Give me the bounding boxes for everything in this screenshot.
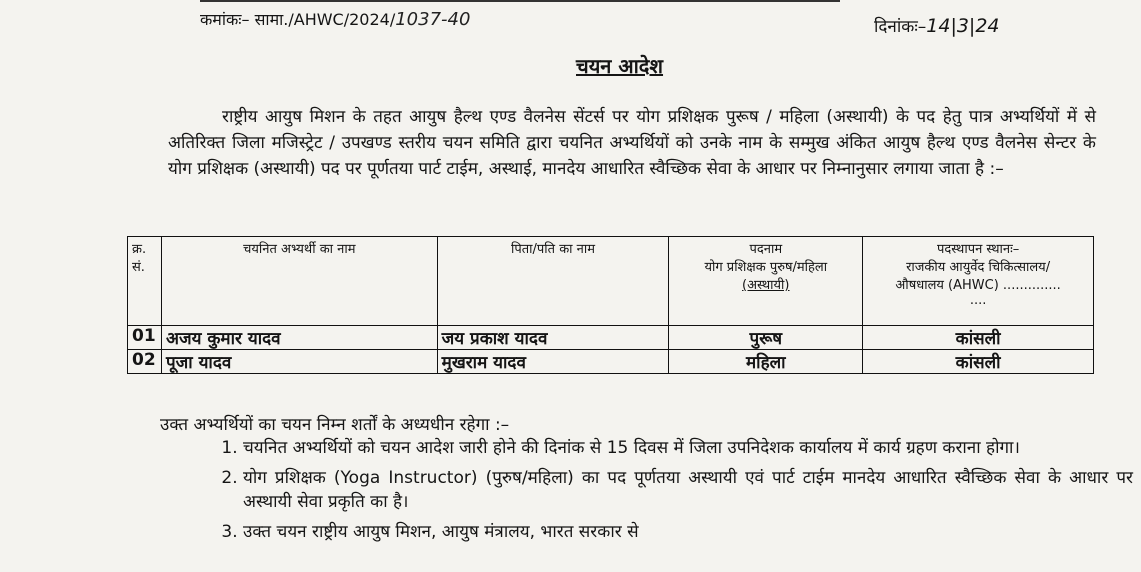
conditions-list (205, 436, 1133, 550)
selection-table (127, 236, 1094, 374)
row-name: पूजा यादव (161, 350, 437, 374)
row-father: मुखराम यादव (437, 350, 669, 374)
header-post-line1: पदनाम (749, 242, 783, 257)
header-place-dots: .... (969, 293, 987, 308)
order-date (874, 14, 1000, 37)
header-place (863, 237, 1094, 326)
date-handwritten: 14|3|24 (926, 15, 1000, 37)
table-row (128, 350, 1094, 374)
conditions-intro: उक्त अभ्यर्थियों का चयन निम्न शर्तों के अध्यधीन रहेगा :– (160, 415, 510, 435)
header-place-line3: औषधालय (AHWC) .............. (895, 278, 1061, 293)
reference-number (200, 8, 470, 30)
row-sno: 02 (128, 350, 162, 374)
header-name: चयनित अभ्यर्थी का नाम (161, 237, 437, 326)
reference-label: कमांकः– सामा./AHWC/2024/ (200, 10, 396, 29)
condition-item: 2. योग प्रशिक्षक (Yoga Instructor) (पुरुष/महिला) का पद पूर्णतया अस्थायी एवं पार्ट टाईम मानदेय आधारित स्वैच्छिक सेवा के आधार पर अस्थायी सेवा प्रकृति का है। (243, 466, 1133, 514)
row-name: अजय कुमार यादव (161, 326, 437, 350)
condition-item: 1. चयनित अभ्यर्थियों को चयन आदेश जारी होने की दिनांक से 15 दिवस में जिला उपनिदेशक कार्यालय में कार्य ग्रहण कराना होगा। (243, 436, 1133, 460)
row-sno: 01 (128, 326, 162, 350)
intro-paragraph: राष्ट्रीय आयुष मिशन के तहत आयुष हैल्थ एण्ड वैलनेस सेंटर्स पर योग प्रशिक्षक पुरूष / महिला (अस्थायी) के पद हेतु पात्र अभ्यर्थियों में से अतिरिक्त जिला मजिस्ट्रेट / उपखण्ड स्तरीय चयन समिति द्वारा चयनित अभ्यर्थियों को उनके नाम के सम्मुख अंकित आयुष हैल्थ एण्ड वैलनेस सेन्टर के योग प्रशिक्षक (अस्थायी) पद पर पूर्णतया पार्ट टाईम, अस्थाई, मानदेय आधारित स्वैच्छिक सेवा के आधार पर निम्नानुसार लगाया जाता है :– (168, 107, 1096, 179)
header-post-line2: योग प्रशिक्षक पुरुष/महिला (704, 260, 828, 275)
row-place: कांसली (863, 326, 1094, 350)
row-post: महिला (669, 350, 863, 374)
header-post-line3: (अस्थायी) (742, 278, 790, 293)
date-label: दिनांकः– (874, 17, 927, 37)
row-post: पुरूष (669, 326, 863, 350)
table-header-row (128, 237, 1094, 326)
reference-handwritten-number: 1037-40 (395, 9, 471, 30)
header-sno: क्र. सं. (128, 237, 162, 326)
top-rule (200, 0, 840, 2)
row-place: कांसली (863, 350, 1094, 374)
row-father: जय प्रकाश यादव (437, 326, 669, 350)
page-title: चयन आदेश (576, 54, 664, 78)
header-place-line1: पदस्थापन स्थानः– (936, 242, 1020, 257)
header-father: पिता/पति का नाम (437, 237, 669, 326)
table-row (128, 326, 1094, 350)
header-post (669, 237, 863, 326)
header-place-line2: राजकीय आयुर्वेद चिकित्सालय/ (906, 260, 1051, 275)
condition-item: 3. उक्त चयन राष्ट्रीय आयुष मिशन, आयुष मंत्रालय, भारत सरकार से (243, 520, 1133, 544)
